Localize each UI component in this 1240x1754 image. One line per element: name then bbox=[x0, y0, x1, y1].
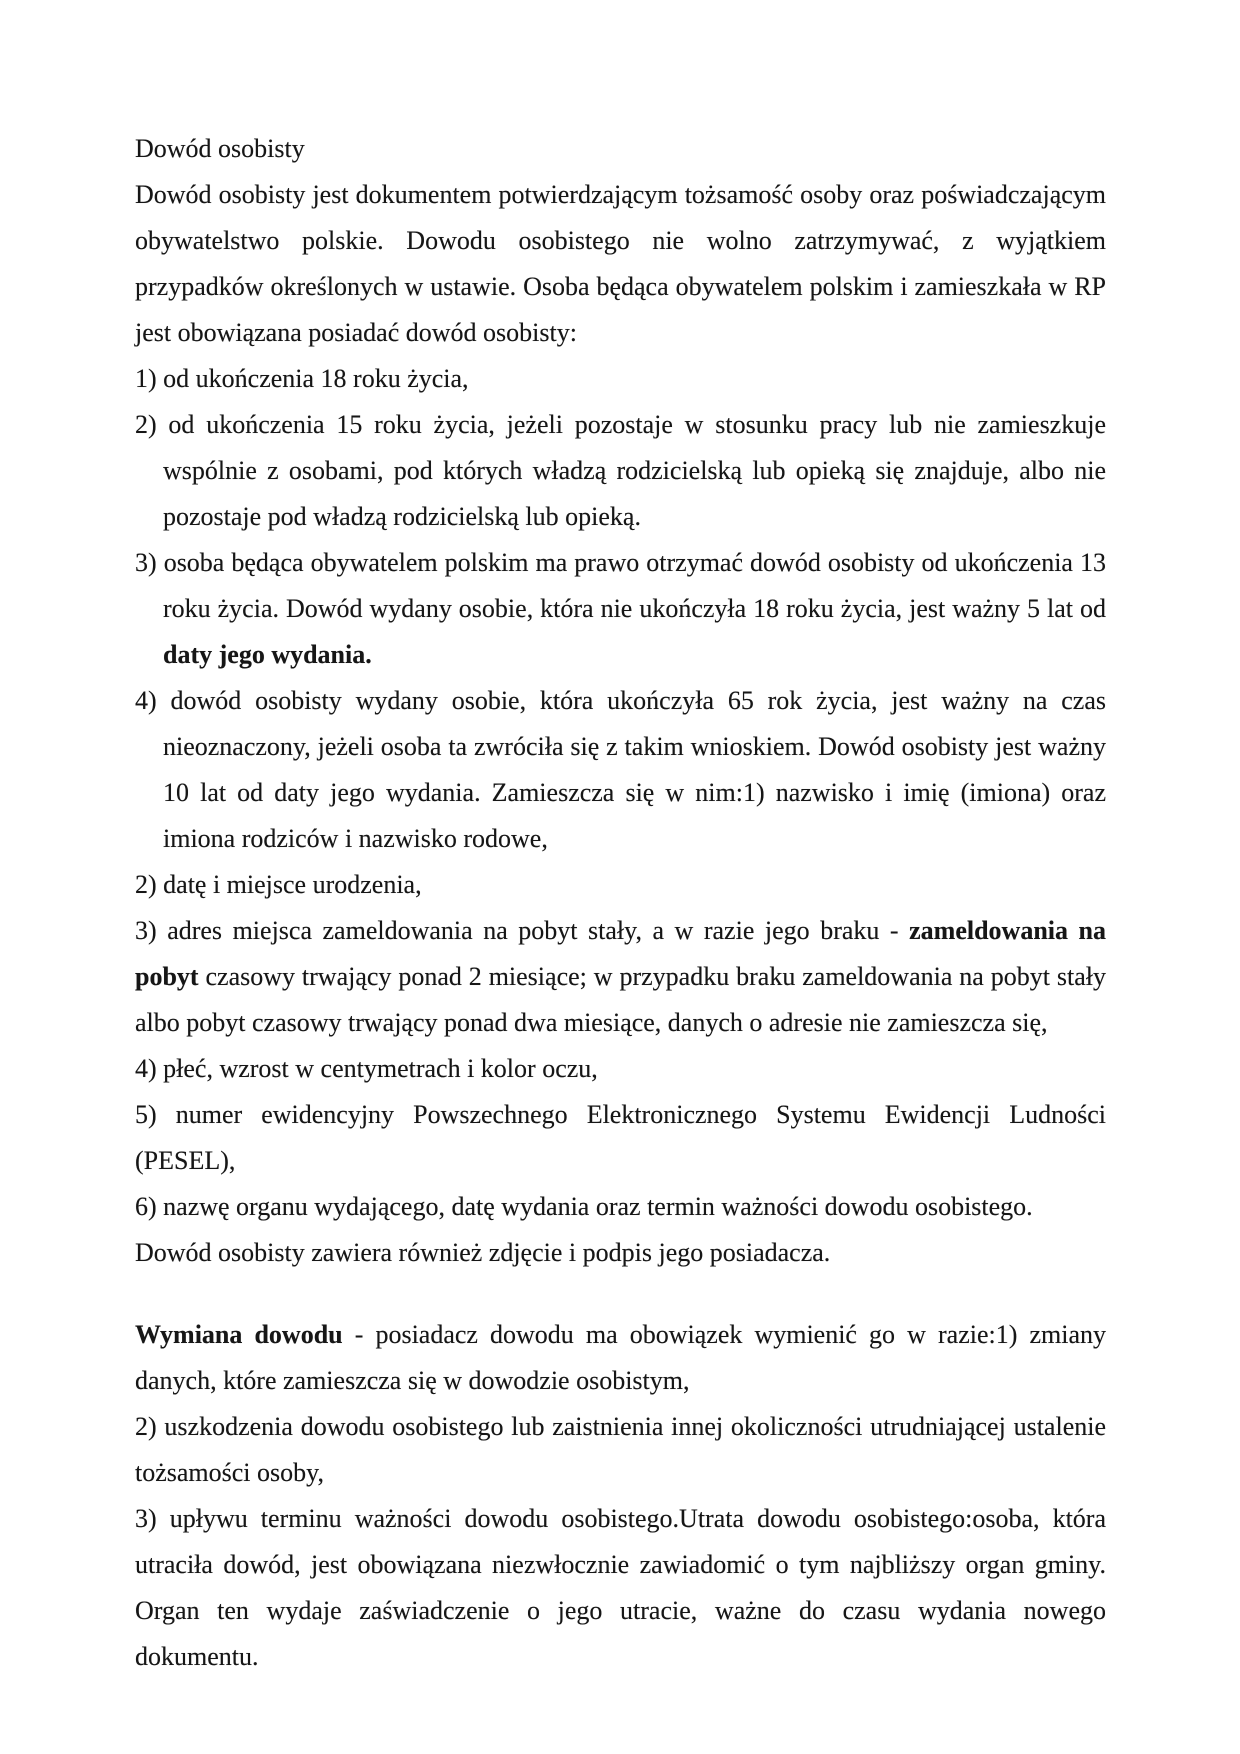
paragraph bbox=[135, 1230, 1106, 1276]
paragraph bbox=[135, 1404, 1106, 1496]
text-run: Dowód osobisty bbox=[135, 134, 305, 163]
text-run: czasowy trwający ponad 2 miesiące; w przypadku braku zameldowania na pobyt stały albo pobyt czasowy trwający ponad dwa miesiące, danych o adresie nie zamieszcza się, bbox=[135, 962, 1106, 1037]
paragraph bbox=[135, 908, 1106, 1046]
paragraph bbox=[135, 540, 1106, 678]
paragraph bbox=[135, 356, 1106, 402]
text-run: Dowód osobisty jest dokumentem potwierdzającym tożsamość osoby oraz poświadczającym obywatelstwo polskie. Dowodu osobistego nie wolno zatrzymywać, z wyjątkiem przypadków określonych w ustawie. Osoba będąca obywatelem polskim i zamieszkała w RP jest obowiązana posiadać dowód osobisty: bbox=[135, 180, 1106, 347]
text-run: 2) datę i miejsce urodzenia, bbox=[135, 870, 422, 899]
text-run: 6) nazwę organu wydającego, datę wydania oraz termin ważności dowodu osobistego. bbox=[135, 1192, 1033, 1221]
bold-text-run: daty jego wydania. bbox=[163, 640, 372, 669]
paragraph bbox=[135, 402, 1106, 540]
page-title bbox=[135, 126, 1106, 172]
text-run: 5) numer ewidencyjny Powszechnego Elektronicznego Systemu Ewidencji Ludności (PESEL), bbox=[135, 1100, 1106, 1175]
paragraph-spacer bbox=[135, 1276, 1106, 1312]
text-run: 2) uszkodzenia dowodu osobistego lub zaistnienia innej okoliczności utrudniającej ustalenie tożsamości osoby, bbox=[135, 1412, 1106, 1487]
paragraph bbox=[135, 1312, 1106, 1404]
text-run: Dowód osobisty zawiera również zdjęcie i podpis jego posiadacza. bbox=[135, 1238, 831, 1267]
text-run: 3) upływu terminu ważności dowodu osobistego.Utrata dowodu osobistego:osoba, która utraciła dowód, jest obowiązana niezwłocznie zawiadomić o tym najbliższy organ gminy. Organ ten wydaje zaświadczenie o jego utracie, ważne do czasu wydania nowego dokumentu. bbox=[135, 1504, 1106, 1671]
text-run: 4) dowód osobisty wydany osobie, która ukończyła 65 rok życia, jest ważny na czas nieoznaczony, jeżeli osoba ta zwróciła się z takim wnioskiem. Dowód osobisty jest ważny 10 lat od daty jego wydania. Zamieszcza się w nim:1) nazwisko i imię (imiona) oraz imiona rodziców i nazwisko rodowe, bbox=[135, 686, 1106, 853]
bold-text-run: Wymiana dowodu bbox=[135, 1320, 343, 1349]
paragraph bbox=[135, 1496, 1106, 1680]
text-run: - posiadacz dowodu ma obowiązek wymienić go w razie:1) zmiany danych, które zamieszcza się w dowodzie osobistym, bbox=[135, 1320, 1106, 1395]
paragraph bbox=[135, 678, 1106, 862]
text-run: 1) od ukończenia 18 roku życia, bbox=[135, 364, 469, 393]
paragraph bbox=[135, 1184, 1106, 1230]
paragraph bbox=[135, 1092, 1106, 1184]
text-run: 4) płeć, wzrost w centymetrach i kolor oczu, bbox=[135, 1054, 598, 1083]
document-body bbox=[135, 126, 1106, 1680]
paragraph bbox=[135, 172, 1106, 356]
text-run: 3) adres miejsca zameldowania na pobyt stały, a w razie jego braku - bbox=[135, 916, 910, 945]
bold-text-run: zameldowania na pobyt bbox=[135, 916, 1106, 991]
text-run: 3) osoba będąca obywatelem polskim ma prawo otrzymać dowód osobisty od ukończenia 13 roku życia. Dowód wydany osobie, która nie ukończyła 18 roku życia, jest ważny 5 lat od bbox=[135, 548, 1106, 623]
text-run: 2) od ukończenia 15 roku życia, jeżeli pozostaje w stosunku pracy lub nie zamieszkuje wspólnie z osobami, pod których władzą rodzicielską lub opieką się znajduje, albo nie pozostaje pod władzą rodzicielską lub opieką. bbox=[135, 410, 1106, 531]
paragraph bbox=[135, 862, 1106, 908]
paragraph bbox=[135, 1046, 1106, 1092]
